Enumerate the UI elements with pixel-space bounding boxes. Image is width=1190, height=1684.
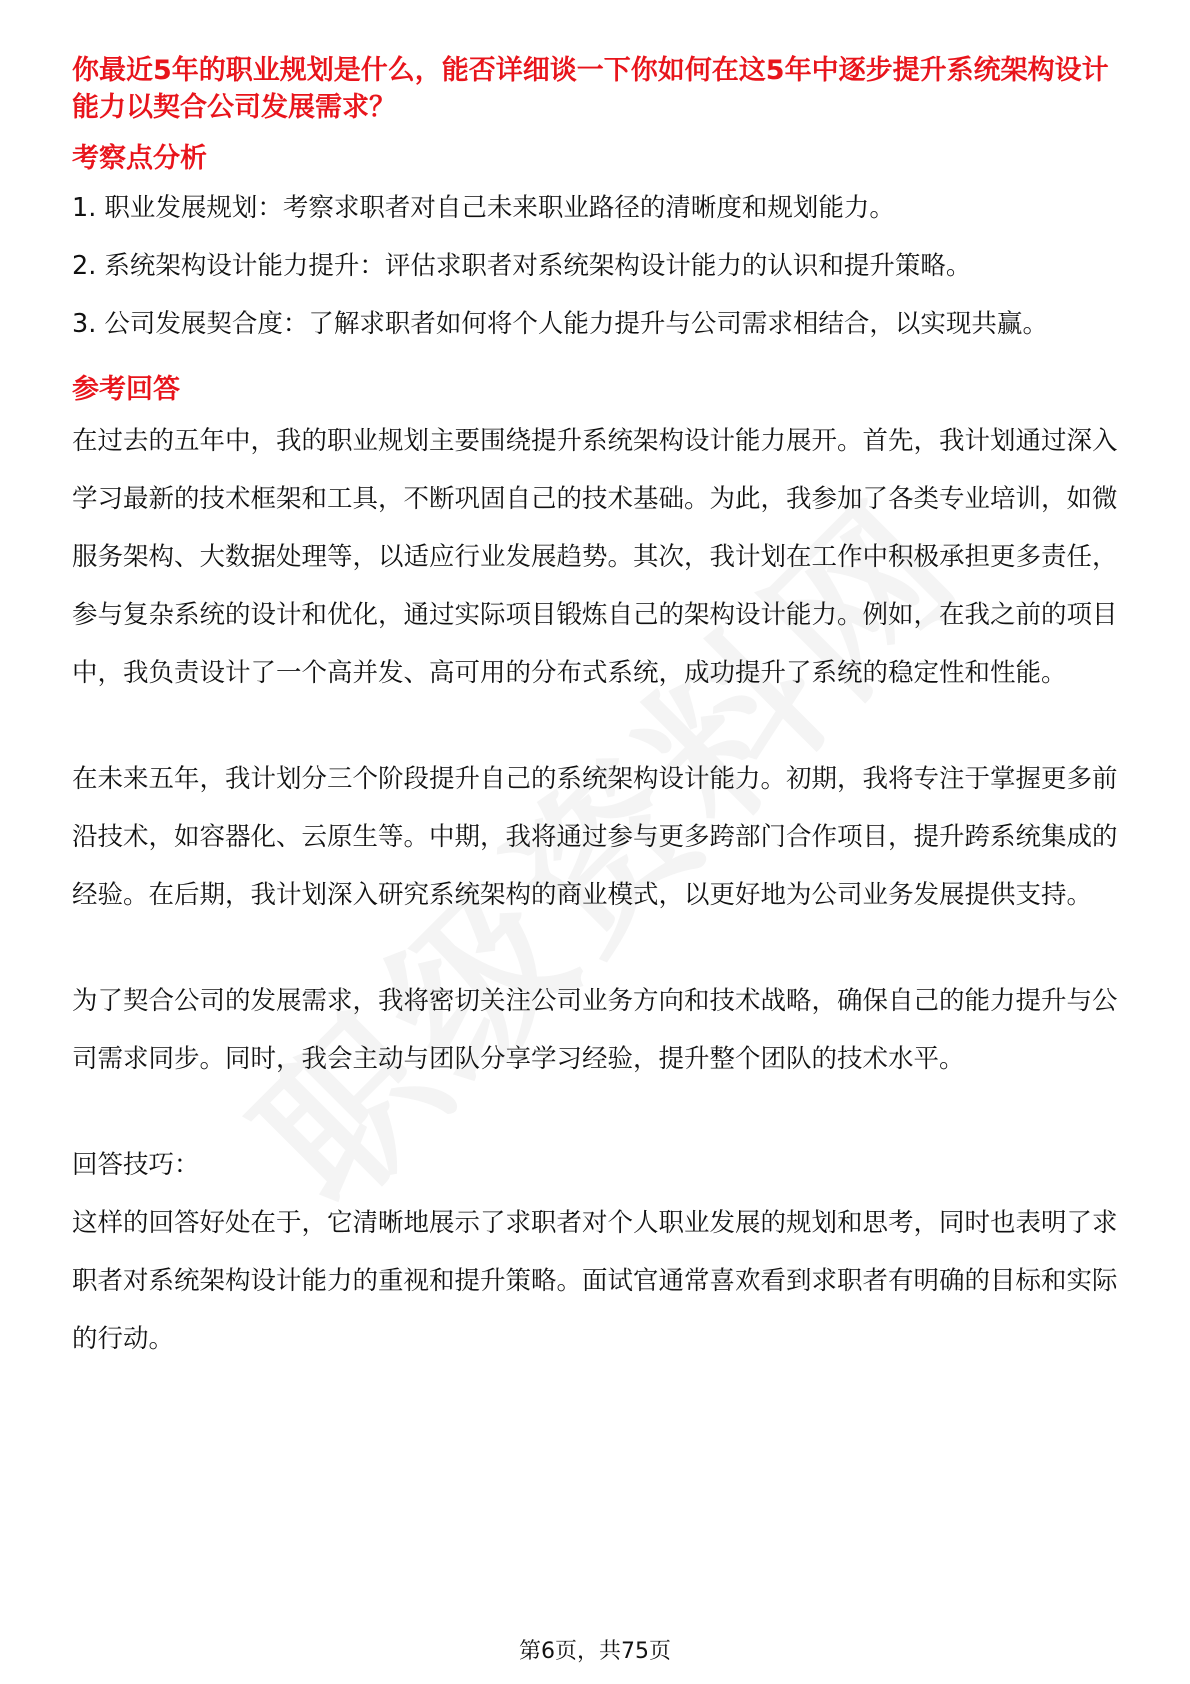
analysis-point-1: 1. 职业发展规划：考察求职者对自己未来职业路径的清晰度和规划能力。 xyxy=(72,193,895,223)
answer-paragraph-1: 在过去的五年中，我的职业规划主要围绕提升系统架构设计能力展开。首先，我计划通过深入学习最新的技术框架和工具，不断巩固自己的技术基础。为此，我参加了各类专业培训，如微服务架构、大数据处理等，以适应行业发展趋势。其次，我计划在工作中积极承担更多责任，参与复杂系统的设计和优化，通过实际项目锻炼自己的架构设计能力。例如，在我之前的项目中，我负责设计了一个高并发、高可用的分布式系统，成功提升了系统的稳定性和性能。 xyxy=(72,426,1118,688)
answer-title: 参考回答 xyxy=(72,374,180,405)
analysis-point-3: 3. 公司发展契合度：了解求职者如何将个人能力提升与公司需求相结合，以实现共赢。 xyxy=(72,309,1048,339)
question-heading: 你最近5年的职业规划是什么，能否详细谈一下你如何在这5年中逐步提升系统架构设计能力以契合公司发展需求？ xyxy=(72,55,1109,123)
tips-text: 这样的回答好处在于，它清晰地展示了求职者对个人职业发展的规划和思考，同时也表明了求职者对系统架构设计能力的重视和提升策略。面试官通常喜欢看到求职者有明确的目标和实际的行动。 xyxy=(72,1208,1118,1354)
page-content xyxy=(72,52,1118,1368)
analysis-title: 考察点分析 xyxy=(72,143,207,174)
answer-paragraph-3: 为了契合公司的发展需求，我将密切关注公司业务方向和技术战略，确保自己的能力提升与公司需求同步。同时，我会主动与团队分享学习经验，提升整个团队的技术水平。 xyxy=(72,986,1118,1074)
page-number-footer: 第6页，共75页 xyxy=(519,1639,671,1664)
tips-label: 回答技巧： xyxy=(72,1150,200,1180)
answer-paragraph-2: 在未来五年，我计划分三个阶段提升自己的系统架构设计能力。初期，我将专注于掌握更多前沿技术，如容器化、云原生等。中期，我将通过参与更多跨部门合作项目，提升跨系统集成的经验。在后期，我计划深入研究系统架构的商业模式，以更好地为公司业务发展提供支持。 xyxy=(72,764,1118,910)
analysis-list xyxy=(72,179,1118,353)
analysis-point-2: 2. 系统架构设计能力提升：评估求职者对系统架构设计能力的认识和提升策略。 xyxy=(72,251,972,281)
answer-body xyxy=(72,412,1118,1088)
